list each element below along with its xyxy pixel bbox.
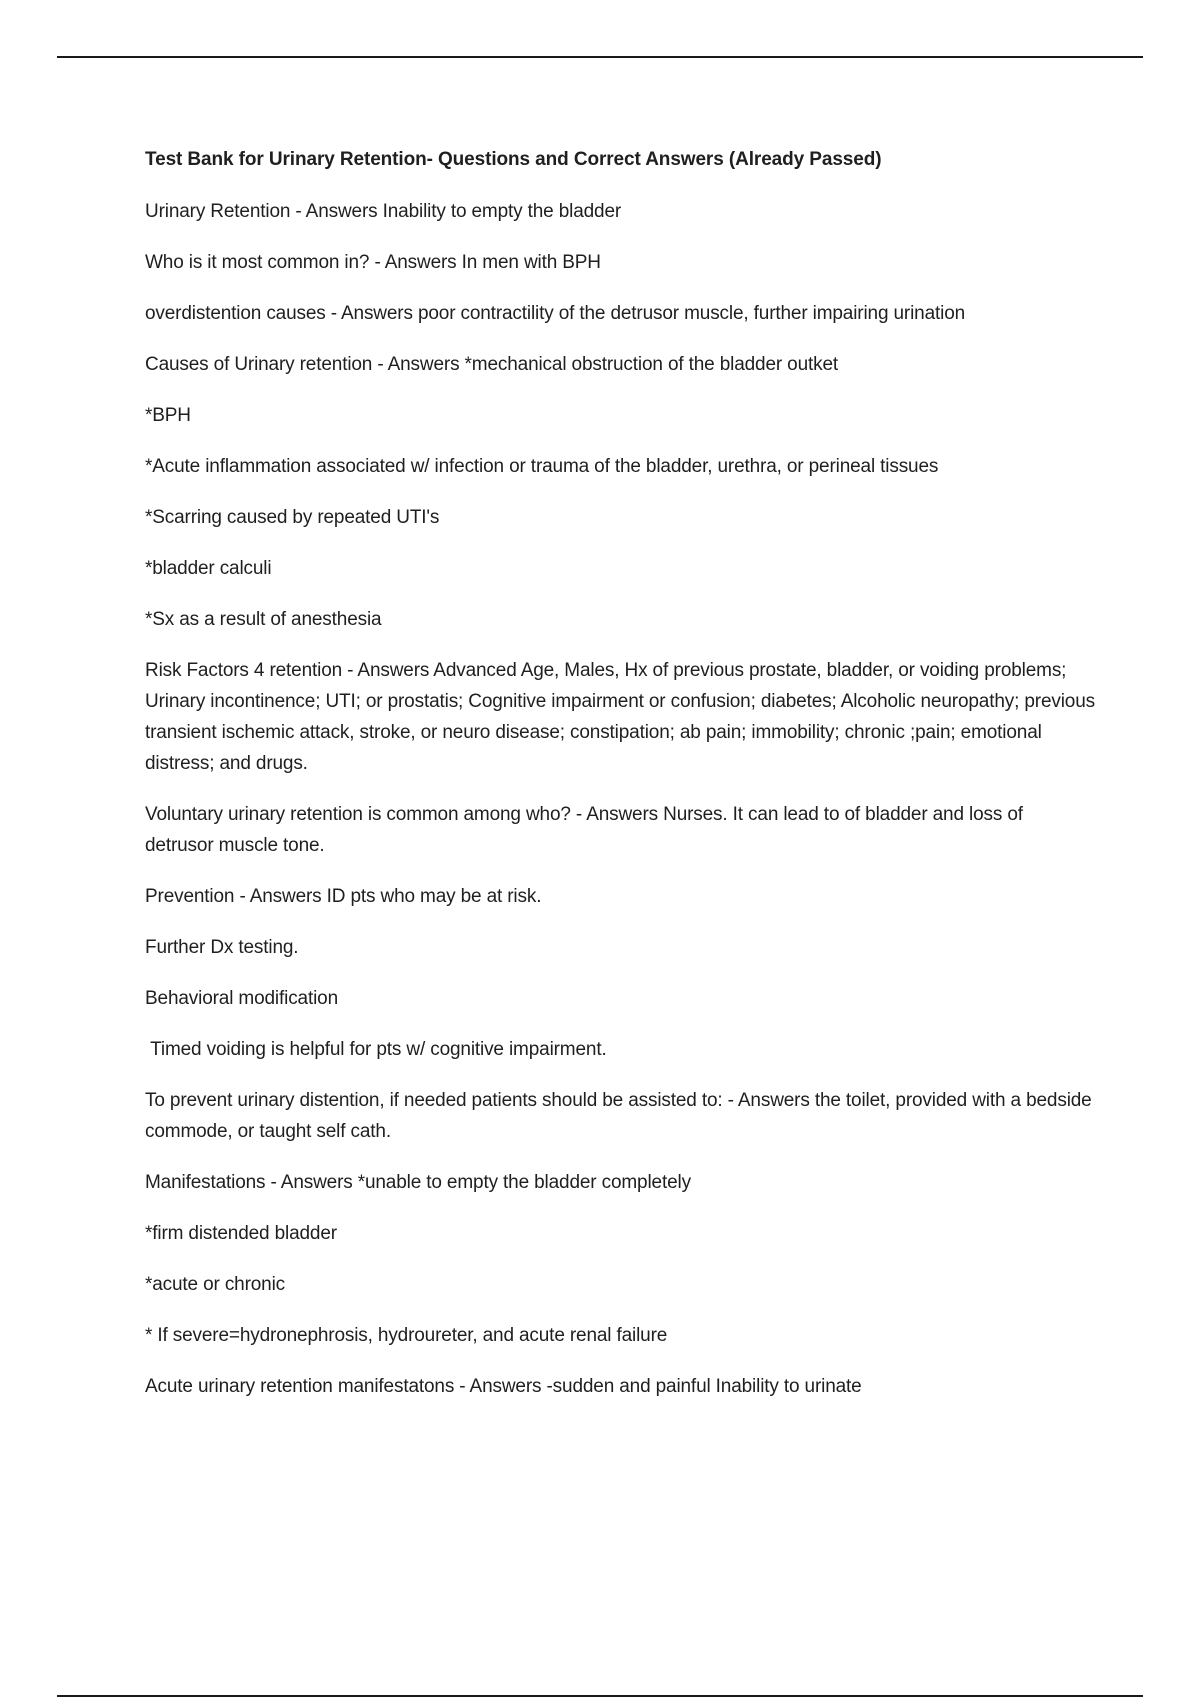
paragraph: *Sx as a result of anesthesia [145, 609, 382, 630]
paragraph: Further Dx testing. [145, 937, 299, 958]
paragraph: Who is it most common in? - Answers In men with BPH [145, 252, 601, 273]
paragraph: Acute urinary retention manifestatons - Answers -sudden and painful Inability to urinate [145, 1376, 862, 1397]
paragraph: To prevent urinary distention, if needed patients should be assisted to: - Answers the toilet, provided with a bedside commode, or taught self cath. [145, 1090, 1092, 1142]
paragraph: *firm distended bladder [145, 1223, 337, 1244]
paragraph: Behavioral modification [145, 988, 338, 1009]
paragraph: Timed voiding is helpful for pts w/ cognitive impairment. [145, 1039, 607, 1060]
paragraph: *Scarring caused by repeated UTI's [145, 507, 440, 528]
paragraph: *Acute inflammation associated w/ infection or trauma of the bladder, urethra, or perineal tissues [145, 456, 939, 477]
paragraph: Risk Factors 4 retention - Answers Advanced Age, Males, Hx of previous prostate, bladder, or voiding problems; Urinary incontinence; UTI; or prostatis; Cognitive impairment or confusion; diabetes; Alcoholic neuropathy; previous transient ischemic attack, stroke, or neuro disease; constipation; ab pain; immobility; chronic ;pain; emotional distress; and drugs. [145, 660, 1095, 774]
header-rule [57, 56, 1143, 58]
paragraph: Manifestations - Answers *unable to empty the bladder completely [145, 1172, 691, 1193]
paragraph: Urinary Retention - Answers Inability to empty the bladder [145, 201, 622, 222]
paragraph: *BPH [145, 405, 191, 426]
paragraph: Causes of Urinary retention - Answers *mechanical obstruction of the bladder outket [145, 354, 839, 375]
document-body [145, 145, 1095, 1422]
paragraph: overdistention causes - Answers poor contractility of the detrusor muscle, further impairing urination [145, 303, 966, 324]
paragraph: *bladder calculi [145, 558, 272, 579]
paragraph: *acute or chronic [145, 1274, 286, 1295]
paragraph: Prevention - Answers ID pts who may be at risk. [145, 886, 542, 907]
document-title: Test Bank for Urinary Retention- Questions and Correct Answers (Already Passed) [145, 149, 882, 170]
paragraph: Voluntary urinary retention is common among who? - Answers Nurses. It can lead to of bladder and loss of detrusor muscle tone. [145, 804, 1023, 856]
footer-rule [57, 1695, 1143, 1697]
paragraph: * If severe=hydronephrosis, hydroureter, and acute renal failure [145, 1325, 668, 1346]
